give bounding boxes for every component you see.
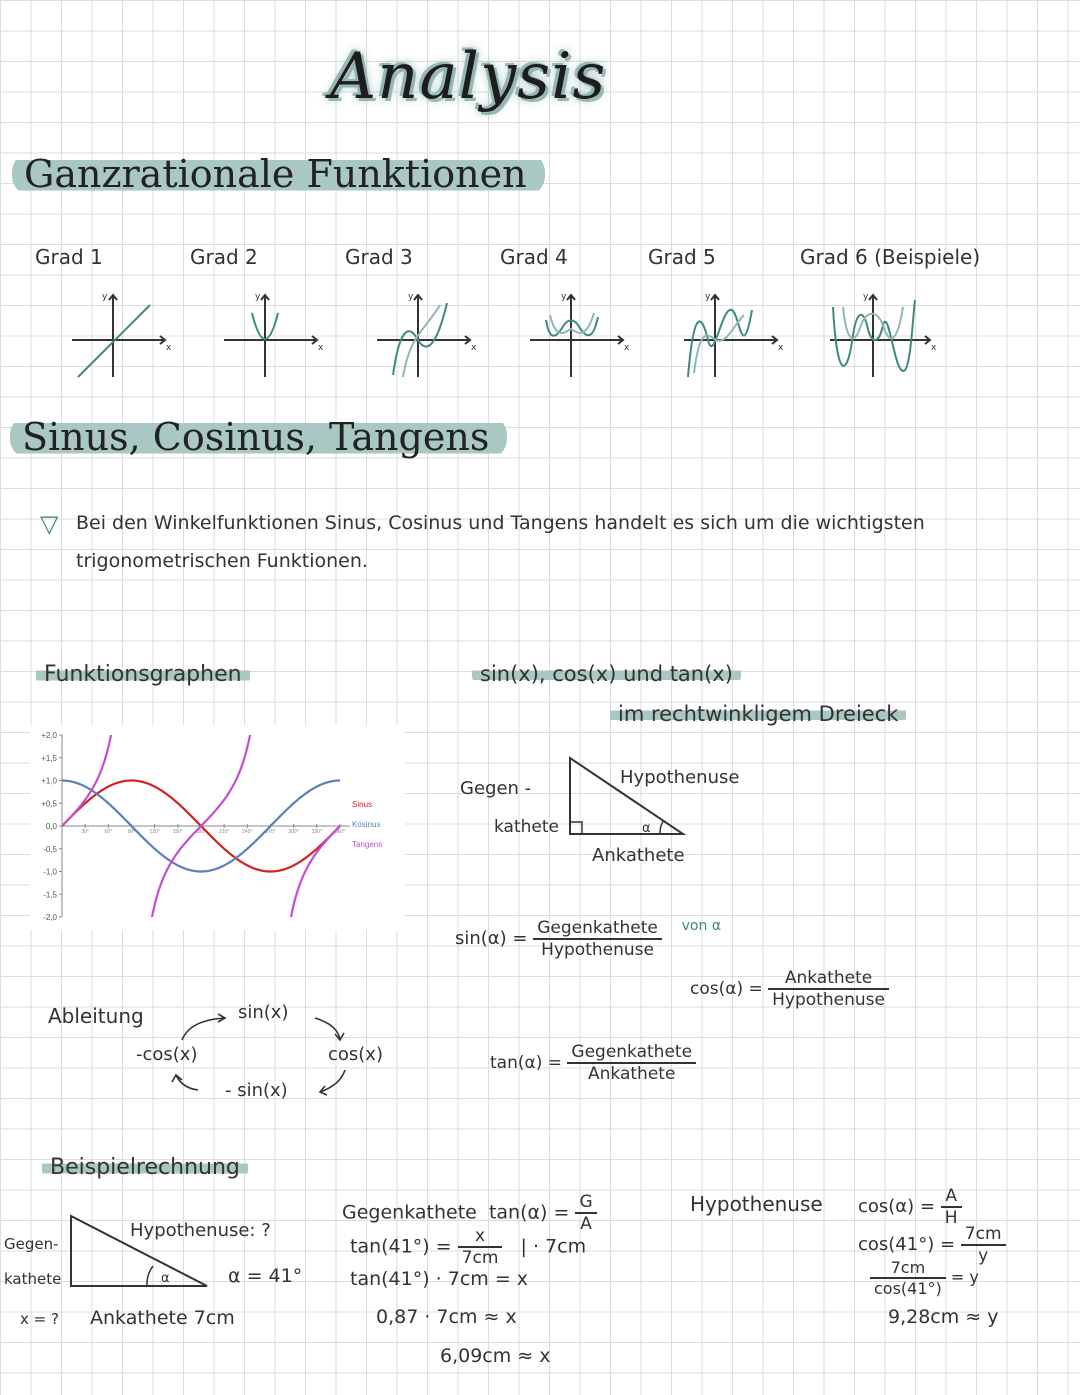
ableitung-top: sin(x) [238, 1002, 289, 1023]
graphs-heading: Funktionsgraphen [36, 662, 250, 687]
trig-heading-2: im rechtwinkligem Dreieck [610, 702, 906, 726]
axis-x-label: x [471, 343, 477, 353]
calc1-line5: 6,09cm ≈ x [440, 1345, 551, 1367]
ableitung-label: Ableitung [48, 1004, 144, 1028]
beispiel-gegen-2: kathete [4, 1270, 62, 1288]
cos-formula [690, 968, 889, 1010]
y-tick-label: -0,5 [43, 844, 57, 854]
sin-lhs: sin(α) = [455, 928, 528, 949]
calc2-line3-num: 7cm [870, 1258, 946, 1279]
calc1-line2-num: x [458, 1226, 503, 1248]
note-line-2: trigonometrischen Funktionen. [76, 550, 368, 572]
y-tick-label: +0,5 [41, 799, 57, 809]
triangle-an: Ankathete [592, 845, 685, 866]
calc2-formula-lhs: cos(α) = [858, 1196, 936, 1217]
x-tick-label: 300° [288, 829, 299, 835]
cos-lhs: cos(α) = [690, 979, 763, 999]
calc1-title: Gegenkathete [342, 1201, 477, 1224]
grad-3-sketch [377, 295, 470, 377]
triangle-gegen-2: kathete [494, 817, 559, 837]
calc2-formula [858, 1186, 962, 1228]
grad-2-label: Grad 2 [190, 245, 258, 269]
grad-6-label: Grad 6 (Beispiele) [800, 245, 981, 269]
grad-1-label: Grad 1 [35, 245, 103, 269]
y-tick-label: +1,0 [41, 776, 57, 786]
calc1-line2-den: 7cm [461, 1248, 499, 1268]
triangle-gegen-1: Gegen - [460, 778, 532, 799]
beispiel-angle: α [161, 1271, 170, 1286]
calc1-formula-num: G [575, 1192, 596, 1214]
trig-heading-1: sin(x), cos(x) und tan(x) [472, 662, 741, 686]
axis-x-label: x [166, 343, 172, 353]
y-tick-label: +2,0 [41, 731, 57, 740]
grad-1-sketch [72, 295, 165, 377]
beispiel-gegen-1: Gegen- [4, 1235, 59, 1253]
x-tick-label: 120° [149, 829, 160, 835]
grad-3-label: Grad 3 [345, 245, 413, 269]
x-tick-label: 210° [218, 829, 230, 835]
axis-x-label: x [624, 343, 630, 353]
polynomial-sketches [60, 285, 950, 385]
axis-x-label: x [931, 343, 937, 353]
x-tick-label: 270° [265, 829, 276, 835]
calc2-line3 [870, 1258, 979, 1298]
sin-den: Hypothenuse [541, 940, 654, 960]
y-tick-label: -1,0 [43, 867, 57, 877]
note-line-1: Bei den Winkelfunktionen Sinus, Cosinus und Tangens handelt es sich um die wichtigsten [76, 512, 925, 534]
axis-y-label: y [255, 292, 261, 302]
axis-x-label: x [318, 343, 324, 353]
y-tick-label: -2,0 [43, 913, 57, 922]
series-tangens-line [271, 826, 340, 930]
grad-4-sketch [530, 295, 623, 377]
y-tick-label: +1,5 [41, 753, 57, 763]
series-tangens-line [132, 725, 269, 930]
series-tangens-line [62, 725, 131, 826]
sin-formula [455, 918, 721, 960]
beispiel-alpha: α = 41° [228, 1265, 303, 1287]
sin-note: von α [681, 918, 722, 934]
calc2-line2-den: y [978, 1246, 989, 1266]
x-tick-label: 240° [242, 829, 253, 835]
warning-icon: ▽ [40, 510, 59, 538]
calc2-line3-den: cos(41°) [874, 1279, 942, 1298]
grad-6-sketch [830, 295, 930, 377]
calc1-formula-den: A [580, 1214, 592, 1234]
beispiel-heading: Beispielrechnung [42, 1155, 248, 1180]
axis-y-label: y [102, 292, 108, 302]
calc2-formula-num: A [941, 1186, 962, 1208]
legend-kosinus: Kosinus [352, 820, 381, 829]
trig-chart [30, 725, 405, 930]
grad-5-sketch [684, 295, 777, 377]
calc2-line3-rhs: = y [950, 1267, 979, 1287]
calc2-line4: 9,28cm ≈ y [888, 1306, 999, 1328]
calc1-formula-lhs: tan(α) = [488, 1201, 570, 1224]
tan-num: Gegenkathete [567, 1042, 696, 1064]
y-tick-label: 0,0 [45, 822, 57, 831]
calc1-line2-lhs: tan(41°) = [350, 1235, 452, 1258]
beispiel-hypo: Hypothenuse: ? [130, 1220, 271, 1241]
legend-tangens: Tangens [352, 840, 383, 849]
page-title: Analysis [330, 40, 607, 114]
beispiel-ankathete: Ankathete 7cm [90, 1307, 235, 1329]
triangle-diagram [560, 752, 700, 842]
calc2-line2-lhs: cos(41°) = [858, 1234, 956, 1255]
x-tick-label: 30° [81, 829, 89, 835]
x-tick-label: 360° [334, 829, 346, 835]
ableitung-right: cos(x) [328, 1044, 383, 1065]
x-tick-label: 150° [172, 829, 184, 835]
x-tick-label: 90° [127, 829, 136, 835]
calc2-formula-den: H [944, 1208, 958, 1228]
axis-y-label: y [705, 292, 711, 302]
x-tick-label: 330° [311, 829, 323, 835]
calc1-line4: 0,87 · 7cm ≈ x [376, 1306, 517, 1328]
triangle-hypo: Hypothenuse [620, 767, 740, 788]
ableitung-arrows [160, 1000, 360, 1105]
sin-num: Gegenkathete [533, 918, 662, 940]
tan-den: Ankathete [588, 1064, 676, 1084]
calc1-line2-op: | · 7cm [520, 1235, 587, 1258]
axis-y-label: y [561, 292, 567, 302]
axis-y-label: y [863, 292, 869, 302]
y-tick-label: -1,5 [43, 890, 57, 900]
axis-y-label: y [408, 292, 414, 302]
section-heading-ganzrational: Ganzrationale Funktionen [12, 152, 545, 196]
tan-lhs: tan(α) = [490, 1053, 562, 1073]
cos-num: Ankathete [768, 968, 889, 990]
beispiel-x: x = ? [20, 1310, 59, 1328]
x-tick-label: 180° [195, 829, 207, 835]
grad-4-label: Grad 4 [500, 245, 568, 269]
tan-formula [490, 1042, 696, 1084]
legend-sinus: Sinus [352, 800, 373, 809]
ableitung-left: -cos(x) [136, 1044, 198, 1065]
section-heading-trig: Sinus, Cosinus, Tangens [10, 415, 507, 459]
axis-x-label: x [778, 343, 784, 353]
calc2-line2-num: 7cm [961, 1224, 1006, 1246]
cos-den: Hypothenuse [772, 990, 885, 1010]
grad-2-sketch [224, 295, 317, 377]
calc1-line3: tan(41°) · 7cm = x [350, 1268, 529, 1290]
x-tick-label: 60° [104, 829, 113, 835]
grad-5-label: Grad 5 [648, 245, 716, 269]
calc1-line2 [350, 1226, 586, 1268]
ableitung-bottom: - sin(x) [225, 1080, 288, 1101]
angle-alpha: α [642, 821, 651, 836]
calc2-title: Hypothenuse [690, 1192, 823, 1216]
